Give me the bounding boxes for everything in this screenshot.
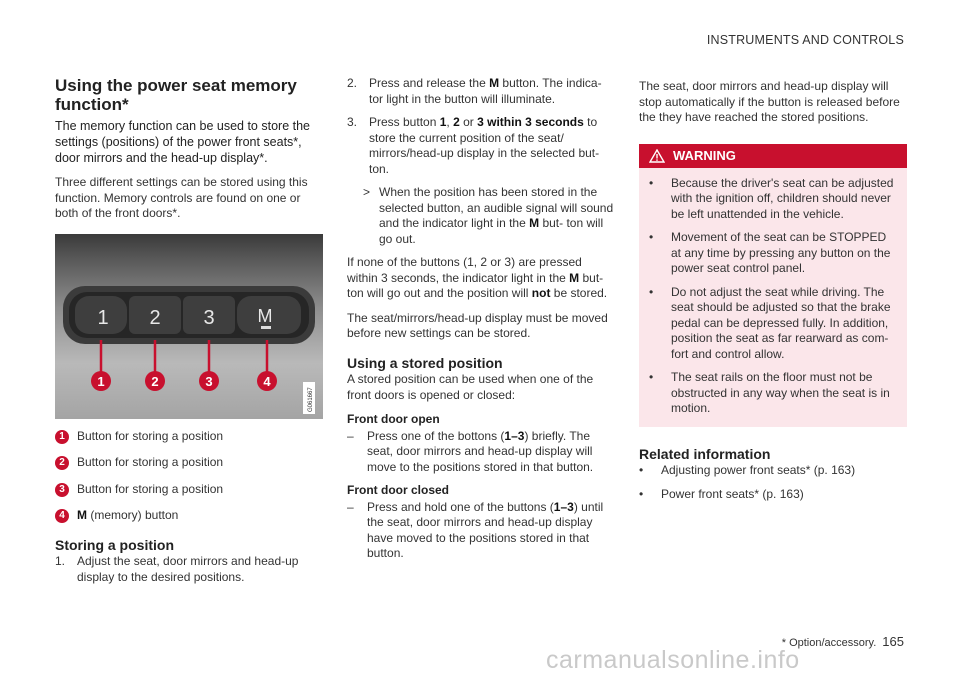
door-closed-item: – Press and hold one of the buttons (1–3) until the seat, door mirrors and head-up display have moved to the positions stored in that button. bbox=[347, 499, 604, 560]
using-heading: Using a stored position bbox=[347, 354, 503, 371]
related-heading: Related information bbox=[639, 445, 771, 462]
legend-item bbox=[55, 508, 323, 524]
door-closed-heading: Front door closed bbox=[347, 483, 449, 497]
legend-badge: 4 bbox=[55, 509, 69, 523]
step-3: 3. Press button 1, 2 or 3 within 3 seconds to store the current position of the seat/ mirrors/head-up display in the selected but- ton. bbox=[347, 115, 600, 176]
callout-4-label: 4 bbox=[263, 373, 271, 389]
legend-badge: 1 bbox=[55, 430, 69, 444]
page-title: Using the power seat memory function* bbox=[55, 76, 297, 114]
legend-text: Button for storing a position bbox=[77, 455, 224, 469]
warning-item: • The seat rails on the floor must not be obstructed in any way when the seat is in motion. bbox=[649, 370, 890, 415]
section-header: INSTRUMENTS AND CONTROLS bbox=[706, 33, 904, 47]
page-number: 165 bbox=[882, 634, 904, 649]
legend-item bbox=[55, 482, 323, 498]
button-1-label: 1 bbox=[97, 306, 109, 329]
legend-item bbox=[55, 429, 323, 445]
door-open-heading: Front door open bbox=[347, 412, 440, 426]
button-2-label: 2 bbox=[149, 306, 161, 329]
legend-text: M (memory) button bbox=[77, 508, 179, 522]
column-right bbox=[639, 79, 907, 510]
button-m-label: M bbox=[257, 305, 273, 326]
column-left bbox=[55, 76, 323, 593]
related-list bbox=[639, 463, 907, 502]
storing-heading: Storing a position bbox=[55, 536, 174, 553]
step-1: 1. Adjust the seat, door mirrors and head-up display to the desired positions. bbox=[55, 554, 299, 584]
memory-panel-illustration bbox=[55, 234, 323, 419]
related-link[interactable]: • Adjusting power front seats* (p. 163) bbox=[639, 463, 856, 477]
warning-item: • Because the driver's seat can be adjusted with the ignition off, children should never be left unattended in the vehicle. bbox=[649, 175, 894, 221]
callout-2-label: 2 bbox=[151, 373, 159, 389]
column-middle bbox=[347, 76, 615, 570]
legend-text: Button for storing a position bbox=[77, 481, 224, 496]
legend-text: Button for storing a position bbox=[77, 428, 224, 443]
intro-paragraph: Three different settings can be stored using this function. Memory controls are found on one or both of the front doors*. bbox=[55, 175, 308, 220]
warning-header bbox=[639, 144, 907, 168]
warning-title: WARNING bbox=[673, 147, 736, 163]
page-footer bbox=[782, 634, 904, 649]
legend-badge: 3 bbox=[55, 483, 69, 497]
watermark: carmanualsonline.info bbox=[546, 646, 800, 674]
legend-badge: 2 bbox=[55, 456, 69, 470]
timeout-paragraph: If none of the buttons (1, 2 or 3) are pressed within 3 seconds, the indicator light in the M but- ton will go out and the position will not be stored. bbox=[347, 255, 608, 300]
lead-paragraph: The memory function can be used to store the settings (positions) of the power front seats*, door mirrors and the head-up display*. bbox=[55, 119, 310, 165]
move-paragraph: The seat/mirrors/head-up display must be moved before new settings can be stored. bbox=[347, 310, 608, 340]
stop-paragraph: The seat, door mirrors and head-up display will stop automatically if the button is released before the they have reached the stored positions. bbox=[639, 79, 900, 124]
indicator-light bbox=[261, 326, 271, 329]
step-3-result: > When the position has been stored in the selected button, an audible signal will sound and the indicator light in the M but- ton will go out. bbox=[363, 185, 614, 246]
warning-icon bbox=[649, 149, 665, 163]
legend-item bbox=[55, 455, 323, 471]
button-3-label: 3 bbox=[203, 306, 215, 329]
callout-1-label: 1 bbox=[97, 373, 105, 389]
door-open-item: – Press one of the bottons (1–3) briefly. The seat, door mirrors and head-up display will move to the positions stored in that button. bbox=[347, 428, 594, 474]
warning-item: • Movement of the seat can be STOPPED at any time by pressing any button on the power seat control panel. bbox=[649, 230, 891, 275]
footnote: * Option/accessory. bbox=[781, 637, 877, 649]
image-code: G061667 bbox=[308, 386, 314, 412]
memory-buttons-photo bbox=[55, 234, 323, 419]
related-link[interactable]: • Power front seats* (p. 163) bbox=[639, 486, 804, 501]
using-paragraph: A stored position can be used when one of the front doors is opened or closed: bbox=[347, 372, 594, 402]
callout-3-label: 3 bbox=[205, 373, 213, 389]
warning-box bbox=[639, 144, 907, 427]
warning-item: • Do not adjust the seat while driving. The seat should be adjusted so that the brake pedal can be depressed fully. In addition, position the seat as far rearward as com- fort and control allow. bbox=[649, 284, 891, 361]
warning-list bbox=[639, 176, 907, 417]
step-2: 2. Press and release the M button. The indica- tor light in the button will illuminate. bbox=[347, 76, 602, 106]
